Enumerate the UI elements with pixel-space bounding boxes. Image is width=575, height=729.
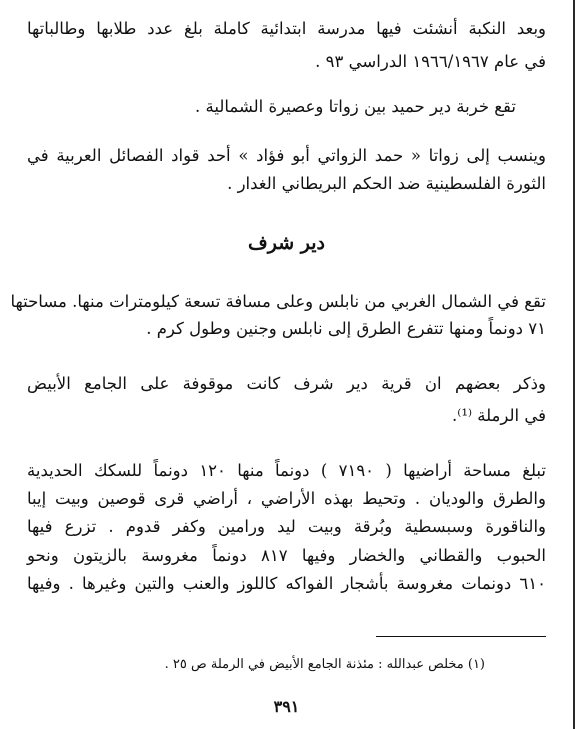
body-line: تبلغ مساحة أراضيها ( ٧١٩٠ ) دونماً منها ١٢٠ دونماً للسكك الحديدية — [27, 461, 547, 480]
body-line: ٧١ دونماً ومنها تتفرع الطرق إلى نابلس وجنين وطول كرم . — [146, 319, 546, 338]
body-line: والناقورة وسبسطية وبُرقة وبيت ليد ورامين وكفر قدوم . تزرع فيها — [27, 517, 546, 536]
footnote-divider — [376, 636, 546, 637]
body-line: وبعد النكبة أنشئت فيها مدرسة ابتدائية كاملة بلغ عدد طلابها وطالباتها — [27, 19, 546, 38]
body-line: ٦١٠ دونمات مغروسة بأشجار الفواكه كاللوز والعنب والتين وغيرها . وفيها — [27, 574, 546, 593]
body-line: تقع في الشمال الغربي من نابلس وعلى مسافة تسعة كيلومترات منها. مساحتها — [10, 292, 546, 311]
body-line: وذكر بعضهم ان قرية دير شرف كانت موقوفة على الجامع الأبيض — [27, 374, 546, 393]
footnote: (١) مخلص عبدالله : مئذنة الجامع الأبيض في الرملة ص ٢٥ . — [164, 657, 485, 672]
body-line: الحبوب والقطاني والخضار وفيها ٨١٧ دونماً مغروسة بالزيتون ونحو — [27, 546, 546, 565]
body-line: في عام ١٩٦٦/١٩٦٧ الدراسي ٩٣ . — [315, 52, 546, 71]
page-number: ٣٩١ — [273, 697, 300, 716]
body-line: والطرق والوديان . وتحيط بهذه الأراضي ، أراضي قرى قوصين وبيت إيبا — [27, 489, 546, 508]
body-line: وينسب إلى زواتا « حمد الزواتي أبو فؤاد » أحد قواد الفصائل العربية في — [27, 146, 546, 165]
body-line: في الرملة ⁽¹⁾. — [452, 406, 546, 425]
body-line: تقع خربة دير حميد بين زواتا وعصيرة الشمالية . — [195, 97, 516, 116]
body-line: الثورة الفلسطينية ضد الحكم البريطاني الغدار . — [227, 174, 546, 193]
section-heading: دير شرف — [248, 232, 325, 254]
